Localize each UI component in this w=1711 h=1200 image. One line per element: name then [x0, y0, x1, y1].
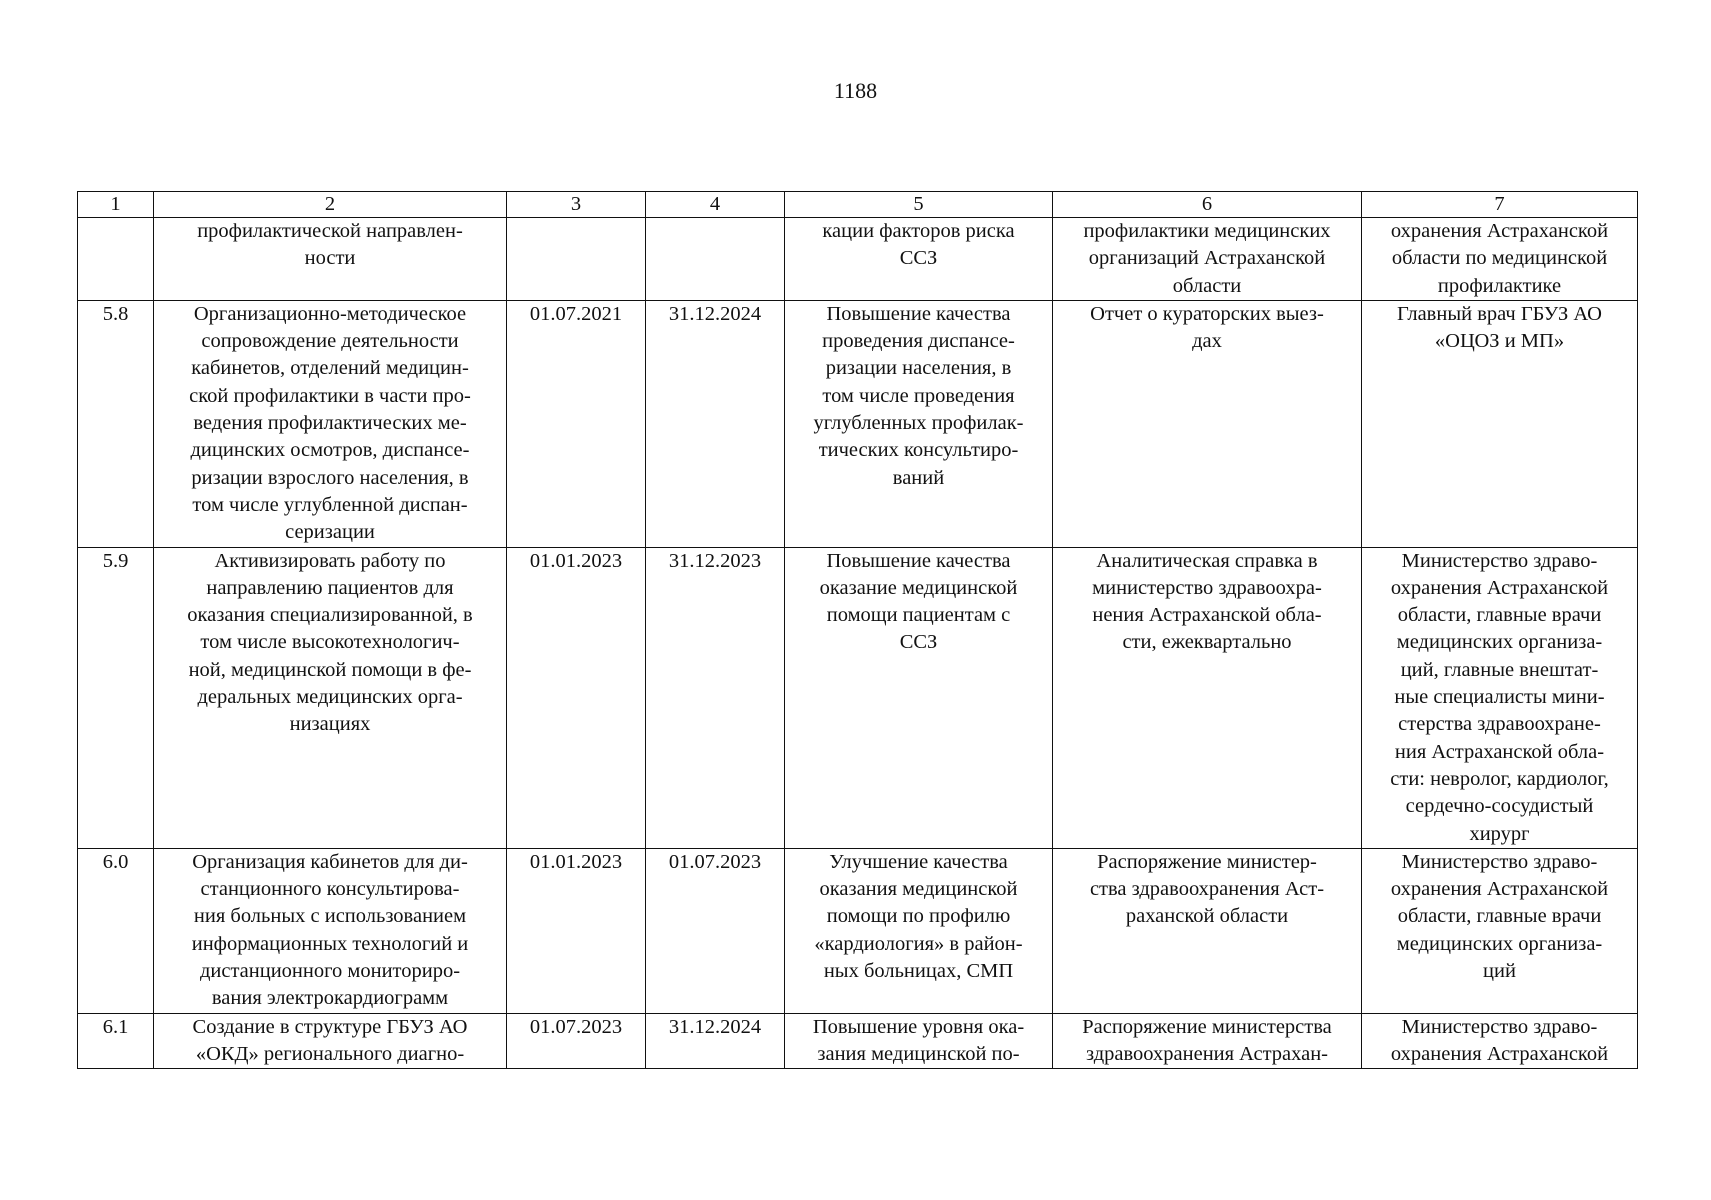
- cell-text-line: Распоряжение министерства: [1082, 1015, 1332, 1038]
- cell-text-line: 5.8: [102, 302, 129, 325]
- cell-text-line: сердечно-сосудистый: [1405, 795, 1594, 818]
- cell-text-line: профилактике: [1437, 274, 1562, 297]
- cell-text-line: министерство здравоохра-: [1092, 576, 1322, 599]
- cell-text-line: области: [1172, 274, 1242, 297]
- cell-text-line: проведения диспансе-: [822, 330, 1015, 353]
- cell-text-line: Распоряжение министер-: [1097, 850, 1317, 873]
- table-cell: [646, 848, 785, 1013]
- cell-text-line: ризации взрослого населения, в: [191, 466, 469, 489]
- column-number-cell: 4: [646, 192, 785, 218]
- table-row: [78, 547, 1638, 848]
- cell-text-line: сти, ежеквартально: [1122, 631, 1292, 654]
- cell-text-line: ской профилактики в части про-: [189, 384, 471, 407]
- cell-text-line: охранения Астраханской: [1390, 878, 1609, 901]
- table-cell: [154, 218, 507, 301]
- cell-text-line: ведения профилактических ме-: [193, 412, 467, 435]
- table-cell: [646, 300, 785, 547]
- table-cell: [1053, 1013, 1362, 1069]
- cell-text-line: стерства здравоохране-: [1398, 713, 1601, 736]
- table-cell: [646, 218, 785, 301]
- cell-text-line: 01.07.2021: [529, 302, 623, 325]
- cell-text-line: информационных технологий и: [191, 932, 469, 955]
- cell-text-line: тических консультиро-: [818, 439, 1019, 462]
- cell-text-line: области, главные врачи: [1397, 905, 1602, 928]
- cell-text-line: ства здравоохранения Аст-: [1089, 878, 1325, 901]
- cell-text-line: Улучшение качества: [829, 850, 1008, 873]
- cell-text-line: «ОКД» регионального диагно-: [195, 1042, 465, 1065]
- table-cell: [1053, 218, 1362, 301]
- cell-text-line: Аналитическая справка в: [1096, 549, 1318, 572]
- page-number: 1188: [833, 78, 878, 103]
- cell-text-line: кации факторов риска: [822, 220, 1015, 242]
- cell-text-line: ваний: [892, 466, 945, 489]
- cell-text-line: профилактики медицинских: [1083, 220, 1331, 242]
- cell-text-line: 01.01.2023: [529, 549, 623, 572]
- table-cell: [1362, 218, 1638, 301]
- table-cell: [507, 848, 646, 1013]
- cell-text-line: ций: [1483, 960, 1516, 983]
- cell-text-line: организаций Астраханской: [1088, 247, 1326, 270]
- cell-text-line: Повышение уровня ока-: [812, 1015, 1025, 1038]
- column-number-cell: 7: [1362, 192, 1638, 218]
- cell-text-line: ризации населения, в: [825, 357, 1012, 380]
- cell-text-line: области по медицинской: [1391, 247, 1608, 270]
- cell-text-line: том числе углубленной диспан-: [192, 493, 468, 516]
- cell-text-line: 31.12.2024: [668, 302, 762, 325]
- cell-text-line: ССЗ: [899, 247, 938, 270]
- table-cell: [785, 300, 1053, 547]
- table-cell: [1362, 547, 1638, 848]
- cell-text-line: охранения Астраханской: [1390, 220, 1609, 242]
- cell-text-line: ций, главные внештат-: [1400, 658, 1599, 681]
- table-cell: [785, 547, 1053, 848]
- table-row: [78, 1013, 1638, 1069]
- cell-text-line: дистанционного мониториро-: [199, 960, 461, 983]
- cell-text-line: 01.07.2023: [529, 1015, 623, 1038]
- cell-text-line: 31.12.2023: [668, 549, 762, 572]
- table-cell: [1362, 300, 1638, 547]
- cell-text-line: Повышение качества: [826, 549, 1011, 572]
- table-cell: [1053, 547, 1362, 848]
- cell-text-line: Министерство здраво-: [1401, 850, 1598, 873]
- cell-text-line: медицинских организа-: [1396, 932, 1603, 955]
- table-cell: [78, 848, 154, 1013]
- cell-text-line: дах: [1192, 330, 1222, 353]
- cell-text-line: кабинетов, отделений медицин-: [191, 357, 469, 380]
- table-cell: [507, 218, 646, 301]
- table-row: [78, 218, 1638, 301]
- cell-text-line: охранения Астраханской: [1390, 1042, 1609, 1065]
- column-number-cell: 1: [78, 192, 154, 218]
- table-row: [78, 300, 1638, 547]
- cell-text-line: раханской области: [1125, 905, 1289, 928]
- cell-text-line: области, главные врачи: [1397, 604, 1602, 627]
- table-row: [78, 848, 1638, 1013]
- cell-text-line: охранения Астраханской: [1390, 576, 1609, 599]
- column-number-row: [78, 192, 1638, 218]
- cell-text-line: серизации: [285, 521, 375, 544]
- table-cell: [78, 300, 154, 547]
- column-number-cell: 5: [785, 192, 1053, 218]
- cell-text-line: оказания специализированной, в: [187, 604, 473, 627]
- table-cell: [785, 848, 1053, 1013]
- table-cell: [785, 1013, 1053, 1069]
- table-cell: [154, 547, 507, 848]
- cell-text-line: дицинских осмотров, диспансе-: [190, 439, 470, 462]
- table-cell: [785, 218, 1053, 301]
- table-cell: [1053, 848, 1362, 1013]
- cell-text-line: 31.12.2024: [668, 1015, 762, 1038]
- cell-text-line: здравоохранения Астрахан-: [1085, 1042, 1329, 1065]
- cell-text-line: Повышение качества: [826, 302, 1011, 325]
- cell-text-line: помощи по профилю: [826, 905, 1011, 928]
- cell-text-line: 6.0: [102, 850, 129, 873]
- table-cell: [646, 1013, 785, 1069]
- cell-text-line: ССЗ: [899, 631, 938, 654]
- table-cell: [154, 848, 507, 1013]
- cell-text-line: том числе высокотехнологич-: [200, 631, 460, 654]
- cell-text-line: зания медицинской по-: [817, 1042, 1020, 1065]
- cell-text-line: нения Астраханской обла-: [1092, 604, 1322, 627]
- cell-text-line: оказание медицинской: [819, 576, 1018, 599]
- cell-text-line: направлению пациентов для: [206, 576, 454, 599]
- cell-text-line: деральных медицинских орга-: [197, 686, 463, 709]
- table-cell: [78, 1013, 154, 1069]
- cell-text-line: Создание в структуре ГБУЗ АО: [192, 1015, 468, 1038]
- cell-text-line: хирург: [1469, 822, 1530, 845]
- cell-text-line: низациях: [289, 713, 371, 736]
- cell-text-line: оказания медицинской: [819, 878, 1018, 901]
- cell-text-line: 6.1: [102, 1015, 129, 1038]
- table-cell: [1362, 848, 1638, 1013]
- cell-text-line: ных больницах, СМП: [823, 960, 1014, 983]
- table-cell: [1362, 1013, 1638, 1069]
- cell-text-line: ния больных с использованием: [193, 905, 467, 928]
- cell-text-line: ния Астраханской обла-: [1394, 740, 1605, 763]
- cell-text-line: Главный врач ГБУЗ АО: [1397, 302, 1602, 325]
- cell-text-line: сти: невролог, кардиолог,: [1390, 767, 1609, 790]
- cell-text-line: вания электрокардиограмм: [211, 987, 449, 1010]
- column-number-cell: 2: [154, 192, 507, 218]
- cell-text-line: том числе проведения: [822, 384, 1015, 407]
- table-cell: [507, 300, 646, 547]
- table-cell: [78, 218, 154, 301]
- table-cell: [507, 1013, 646, 1069]
- cell-text-line: станционного консультирова-: [200, 878, 460, 901]
- column-number-cell: 3: [507, 192, 646, 218]
- table-cell: [507, 547, 646, 848]
- cell-text-line: Организационно-методическое: [193, 302, 467, 325]
- column-number-cell: 6: [1053, 192, 1362, 218]
- cell-text-line: профилактической направлен-: [197, 220, 463, 242]
- cell-text-line: Министерство здраво-: [1401, 1015, 1598, 1038]
- measures-table: [77, 191, 1638, 1069]
- cell-text-line: 01.01.2023: [529, 850, 623, 873]
- cell-text-line: Организация кабинетов для ди-: [192, 850, 468, 873]
- cell-text-line: Отчет о кураторских выез-: [1090, 302, 1324, 325]
- cell-text-line: ной, медицинской помощи в фе-: [188, 658, 472, 681]
- table-cell: [646, 547, 785, 848]
- cell-text-line: ные специалисты мини-: [1394, 686, 1605, 709]
- table-cell: [1053, 300, 1362, 547]
- cell-text-line: «кардиология» в район-: [814, 932, 1023, 955]
- cell-text-line: углубленных профилак-: [813, 412, 1024, 435]
- cell-text-line: помощи пациентам с: [826, 604, 1011, 627]
- cell-text-line: 01.07.2023: [668, 850, 762, 873]
- cell-text-line: «ОЦОЗ и МП»: [1434, 330, 1565, 353]
- cell-text-line: сопровождение деятельности: [201, 330, 459, 353]
- table-cell: [154, 1013, 507, 1069]
- table-cell: [78, 547, 154, 848]
- cell-text-line: 5.9: [102, 549, 129, 572]
- cell-text-line: Министерство здраво-: [1401, 549, 1598, 572]
- table-cell: [154, 300, 507, 547]
- cell-text-line: Активизировать работу по: [214, 549, 446, 572]
- cell-text-line: медицинских организа-: [1396, 631, 1603, 654]
- cell-text-line: ности: [304, 247, 356, 270]
